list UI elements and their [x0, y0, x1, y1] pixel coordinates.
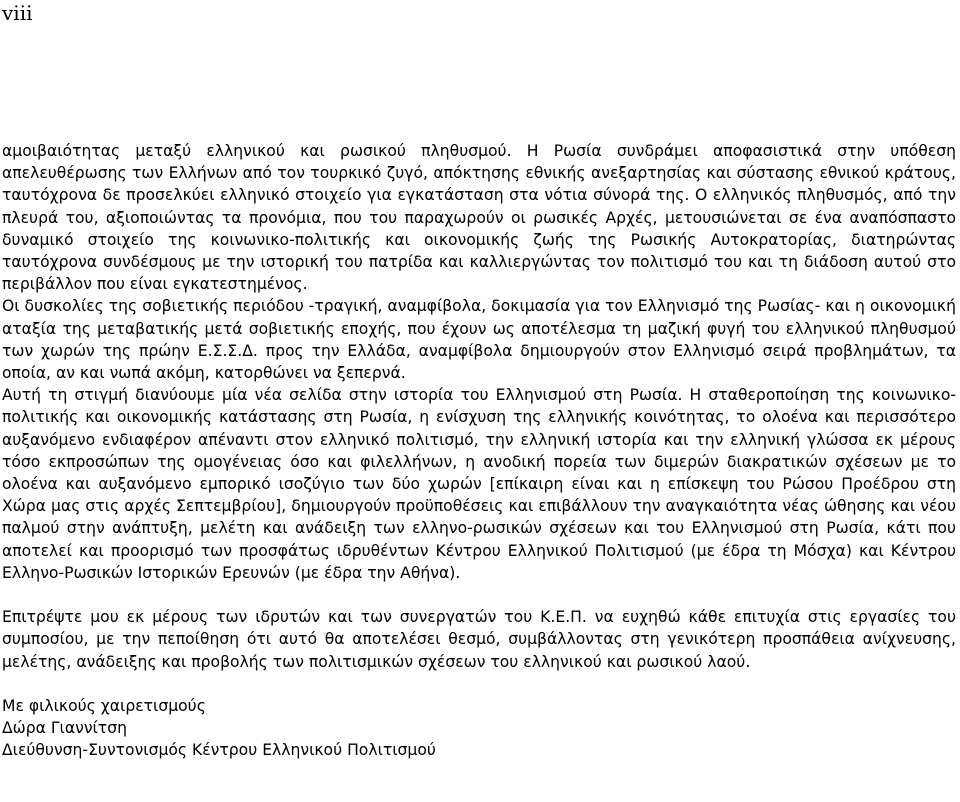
- paragraph-2: Οι δυσκολίες της σοβιετικής περιόδου -τραγική, αναμφίβολα, δοκιμασία για τον Ελληνισμό της Ρωσίας- και η οικονομική αταξία της μεταβατικής μετά σοβιετικής εποχής, που έχουν ως αποτέλεσμα τη μαζική φυγή του ελληνικού πληθυσμού των χωρών της πρώην Ε.Σ.Σ.Δ. προς την Ελλάδα, αναμφίβολα δημιουργούν στον Ελληνισμό σειρά προβλημάτων, τα οποία, αν και νωπά ακόμη, κατορθώνει να ξεπερνά.: [2, 297, 956, 383]
- paragraph-4: Επιτρέψτε μου εκ μέρους των ιδρυτών και των συνεργατών του Κ.Ε.Π. να ευχηθώ κάθε επιτυχία στις εργασίες του συμποσίου, με την πεποίθηση ότι αυτό θα αποτελέσει θεσμό, συμβάλλοντας στη γενικότερη προσπάθεια ανίχνευσης, μελέτης, ανάδειξης και προβολής των πολιτισμικών σχέσεων του ελληνικού και ρωσικού λαού.: [2, 608, 956, 671]
- paragraph-spacer: [2, 584, 956, 606]
- signature-block: [2, 695, 956, 762]
- signature-title: Διεύθυνση-Συντονισμός Κέντρου Ελληνικού Πολιτισμού: [2, 741, 436, 760]
- signature-closing: Με φιλικούς χαιρετισμούς: [2, 697, 206, 716]
- page-number: viii: [2, 1, 33, 25]
- paragraph-spacer: [2, 673, 956, 695]
- paragraph-3: Αυτή τη στιγμή διανύουμε μία νέα σελίδα στην ιστορία του Ελληνισμού στη Ρωσία. Η σταθεροποίηση της κοινωνικο-πολιτικής και οικονομικής κατάστασης στη Ρωσία, η ενίσχυση της ελληνικής κοινότητας, το ολοένα και περισσότερο αυξανόμενο ενδιαφέρον απέναντι στον ελληνικό πολιτισμό, την ελληνική ιστορία και την ελληνική γλώσσα εκ μέρους τόσο εκπροσώπων της ομογένειας όσο και φιλελλήνων, η ανοδική πορεία των διμερών διακρατικών σχέσεων με το ολοένα και αυξανόμενο εμπορικό ισοζύγιο των δύο χωρών [επίκαιρη είναι και η επίσκεψη του Ρώσου Προέδρου στη Χώρα μας στις αρχές Σεπτεμβρίου], δημιουργούν προϋποθέσεις και επιβάλλουν την αναγκαιότητα νέας ώθησης και νέου παλμού στην ανάπτυξη, μελέτη και ανάδειξη των ελληνο-ρωσικών σχέσεων και του Ελληνισμού στη Ρωσία, κάτι που αποτελεί και προορισμό των προσφάτως ιδρυθέντων Κέντρου Ελληνικού Πολιτισμού (με έδρα τη Μόσχα) και Κέντρου Ελληνο-Ρωσικών Ιστορικών Ερευνών (με έδρα την Αθήνα).: [2, 386, 956, 582]
- paragraph-1: αμοιβαιότητας μεταξύ ελληνικού και ρωσικού πληθυσμού. Η Ρωσία συνδράμει αποφασιστικά στην υπόθεση απελευθέρωσης των Ελλήνων από τον τουρκικό ζυγό, απόκτησης εθνικής ανεξαρτησίας και σύστασης εθνικού κράτους, ταυτόχρονα δε προσελκύει ελληνικό στοιχείο για εγκατάσταση στα νότια σύνορά της. Ο ελληνικός πληθυσμός, από την πλευρά του, αξιοποιώντας τα προνόμια, που του παραχωρούν οι ρωσικές Αρχές, μετουσιώνεται σε ένα αναπόσπαστο δυναμικό στοιχείο της κοινωνικο-πολιτικής και οικονομικής ζωής της Ρωσικής Αυτοκρατορίας, διατηρώντας ταυτόχρονα συνδέσμους με την ιστορική του πατρίδα και καλλιεργώντας τον πολιτισμό του και τη διάδοση αυτού στο περιβάλλον που είναι εγκατεστημένος.: [2, 142, 956, 294]
- signature-name: Δώρα Γιαννίτση: [2, 719, 127, 738]
- document-body: [2, 140, 956, 762]
